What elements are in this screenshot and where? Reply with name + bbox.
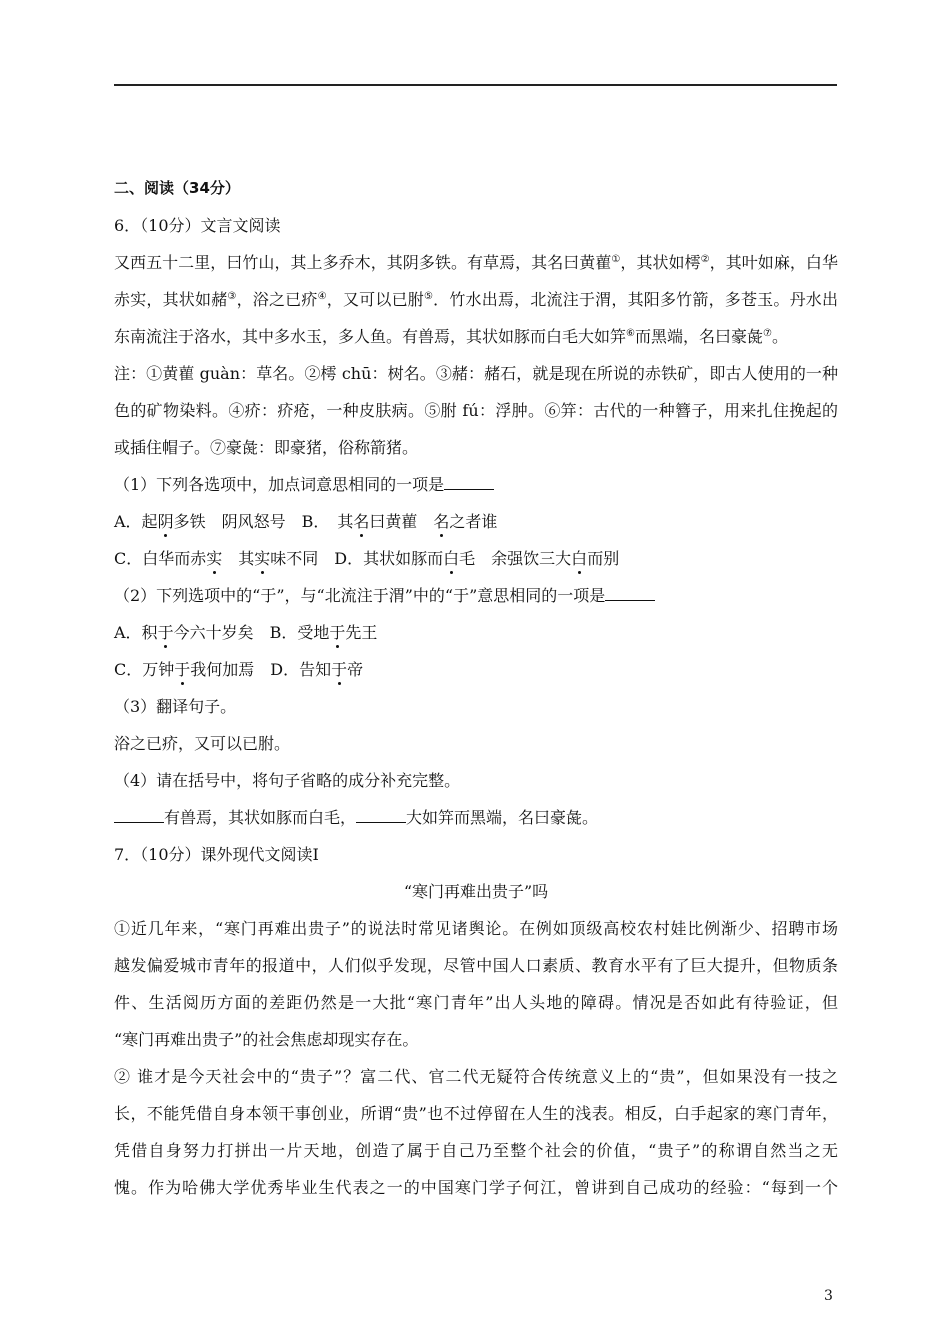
article-line: 愧。作为哈佛大学优秀毕业生代表之一的中国寒门学子何江，曾讲到自己成功的经验：“每到一个 <box>114 1178 838 1197</box>
note-line: 或插住帽子。⑦豪彘：即豪猪，俗称箭猪。 <box>114 438 419 457</box>
article-line: 长，不能凭借自身本领干事创业，所谓“贵”也不过停留在人生的浅表。相反，白手起家的寒门青年， <box>114 1104 838 1123</box>
passage-line: 赤实，其状如赭③，浴之已疥④，又可以已胕⑤．竹水出焉，北流注于渭，其阳多竹箭，多苍玉。丹水出 <box>114 290 838 309</box>
option-line-ab: A．积于今六十岁矣 B．受地于先王 <box>114 623 378 642</box>
option-line-ab: A．起阴多铁 阴风怒号 B． 其名曰黄雚 名之者谁 <box>114 512 498 531</box>
passage-line: 又西五十二里，曰竹山，其上多乔木，其阴多铁。有草焉，其名曰黄雚①，其状如樗②，其叶如麻，白华 <box>114 253 838 272</box>
answer-blank <box>444 473 494 490</box>
article-line: ② 谁才是今天社会中的“贵子”？富二代、官二代无疑符合传统意义上的“贵”，但如果没有一技之 <box>114 1067 838 1086</box>
article-line: 凭借自身努力打拼出一片天地，创造了属于自己乃至整个社会的价值，“贵子”的称谓自然当之无 <box>114 1141 838 1160</box>
answer-blank <box>356 806 406 823</box>
article-line: ①近几年来，“寒门再难出贵子”的说法时常见诸舆论。在例如顶级高校农村娃比例渐少、招聘市场 <box>114 919 838 938</box>
header-rule <box>114 84 837 86</box>
sub-question-4: （4）请在括号中，将句子省略的成分补充完整。 <box>114 771 461 790</box>
question-7-heading: 7．（10分）课外现代文阅读Ⅰ <box>114 845 319 864</box>
question-6-heading: 6．（10分）文言文阅读 <box>114 216 281 235</box>
fill-in-sentence: 有兽焉，其状如豚而白毛， 大如笄而黑端，名曰豪彘。 <box>114 799 838 836</box>
article-line: 件、生活阅历方面的差距仍然是一大批“寒门青年”出人头地的障碍。情况是否如此有待验证，但 <box>114 993 838 1012</box>
option-line-cd: C．白华而赤实 其实味不同 D．其状如豚而白毛 余强饮三大白而别 <box>114 549 620 568</box>
sub-question-1: （1）下列各选项中，加点词意思相同的一项是 <box>114 466 838 503</box>
article-title: “寒门再难出贵子”吗 <box>403 882 549 901</box>
document-body <box>114 170 838 1206</box>
translate-sentence: 浴之已疥，又可以已胕。 <box>114 734 291 753</box>
answer-blank <box>605 584 655 601</box>
note-line: 色的矿物染料。④疥：疥疮，一种皮肤病。⑤胕 fú：浮肿。⑥笄：古代的一种簪子，用来扎住挽起的 <box>114 401 838 420</box>
sub-question-3: （3）翻译句子。 <box>114 697 237 716</box>
passage-line: 东南流注于洛水，其中多水玉，多人鱼。有兽焉，其状如豚而白毛大如笄⑥而黑端，名曰豪彘⑦。 <box>114 327 788 346</box>
article-line: “寒门再难出贵子”的社会焦虑却现实存在。 <box>114 1030 419 1049</box>
page-number: 3 <box>824 1288 833 1304</box>
answer-blank <box>114 806 164 823</box>
section-heading: 二、阅读（34分） <box>114 179 240 197</box>
sub-question-2: （2）下列选项中的“于”，与“北流注于渭”中的“于”意思相同的一项是 <box>114 577 838 614</box>
note-line: 注：①黄雚 guàn：草名。②樗 chū：树名。③赭：赭石，就是现在所说的赤铁矿，即古人使用的一种 <box>114 364 838 383</box>
option-line-cd: C．万钟于我何加焉 D．告知于帝 <box>114 660 364 679</box>
article-line: 越发偏爱城市青年的报道中，人们似乎发现，尽管中国人口素质、教育水平有了巨大提升，但物质条 <box>114 956 838 975</box>
